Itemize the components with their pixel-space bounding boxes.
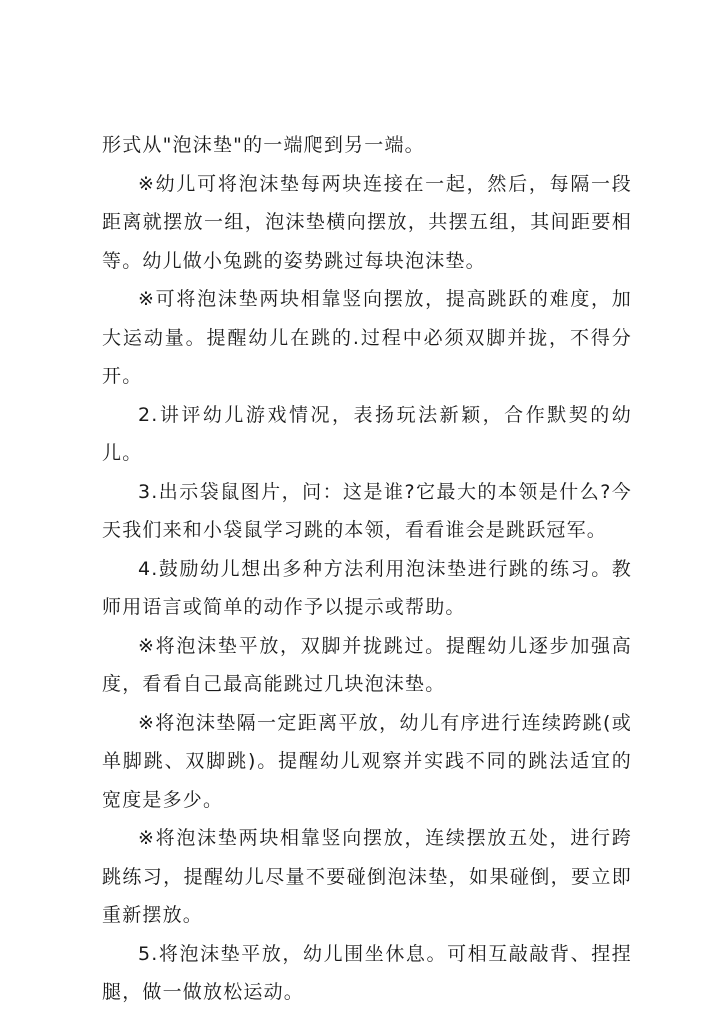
paragraph-mat-vertical: ※可将泡沫垫两块相靠竖向摆放，提高跳跃的难度，加大运动量。提醒幼儿在跳的.过程中必须双脚并拢，不得分开。: [102, 288, 632, 387]
paragraph-step-2: 2.讲评幼儿游戏情况，表扬玩法新颖，合作默契的幼儿。: [102, 403, 632, 464]
paragraph-mat-flat-jump: ※将泡沫垫平放，双脚并拢跳过。提醒幼儿逐步加强高度，看看自己最高能跳过几块泡沫垫。: [102, 634, 632, 695]
paragraph-mat-rabbit-jump: ※幼儿可将泡沫垫每两块连接在一起，然后，每隔一段距离就摆放一组，泡沫垫横向摆放，共摆五组，其间距要相等。幼儿做小兔跳的姿势跳过每块泡沫垫。: [102, 172, 632, 272]
paragraph-mat-continuous-jump: ※将泡沫垫两块相靠竖向摆放，连续摆放五处，进行跨跳练习，提醒幼儿尽量不要碰倒泡沫垫，如果碰倒，要立即重新摆放。: [102, 827, 632, 926]
paragraph-continuation: 形式从"泡沫垫"的一端爬到另一端。: [102, 134, 425, 156]
paragraph-step-5: 5.将泡沫垫平放，幼儿围坐休息。可相互敲敲背、捏捏腿，做一做放松运动。: [102, 942, 632, 1003]
paragraph-step-4: 4.鼓励幼儿想出多种方法利用泡沫垫进行跳的练习。教师用语言或简单的动作予以提示或帮助。: [102, 557, 632, 618]
paragraph-mat-spaced-jump: ※将泡沫垫隔一定距离平放，幼儿有序进行连续跨跳(或单脚跳、双脚跳)。提醒幼儿观察并实践不同的跳法适宜的宽度是多少。: [102, 711, 632, 811]
paragraph-step-3: 3.出示袋鼠图片，问：这是谁?它最大的本领是什么?今天我们来和小袋鼠学习跳的本领，看看谁会是跳跃冠军。: [102, 480, 632, 541]
document-body: [102, 126, 632, 1012]
